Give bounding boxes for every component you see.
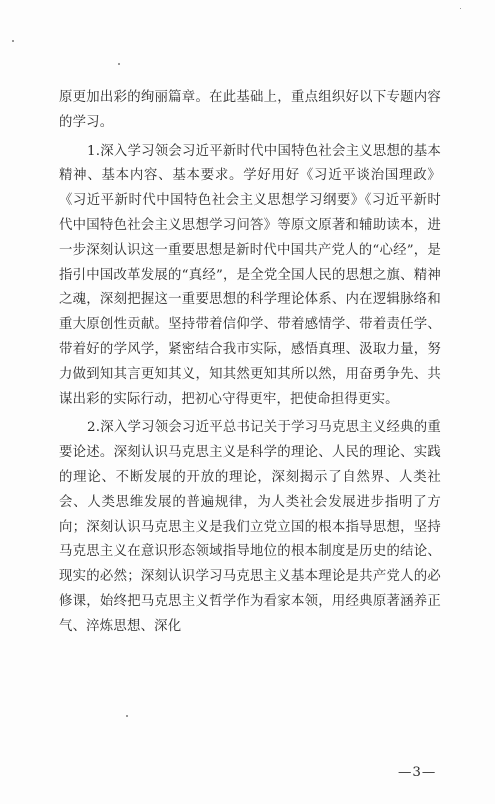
paragraph-item-1: 1.深入学习领会习近平新时代中国特色社会主义思想的基本精神、基本内容、基本要求。学好用好《习近平谈治国理政》《习近平新时代中国特色社会主义思想学习纲要》《习近平新时代中国特色社会主义思想学习问答》等原文原著和辅助读本，进一步深刻认识这一重要思想是新时代中国共产党人的“心经”，是指引中国改革发展的“真经”，是全党全国人民的思想之旗、精神之魂，深刻把握这一重要思想的科学理论体系、内在逻辑脉络和重大原创性贡献。坚持带着信仰学、带着感情学、带着责任学、带着好的学风学，紧密结合我市实际，感悟真理、汲取力量，努力做到知其言更知其义，知其然更知其所以然，用奋勇争先、共谋出彩的实际行动，把初心守得更牢，把使命担得更实。 bbox=[59, 143, 441, 407]
scan-speck bbox=[12, 40, 14, 42]
paragraph-item-2: 2.深入学习领会习近平总书记关于学习马克思主义经典的重要论述。深刻认识马克思主义是科学的理论、人民的理论、实践的理论、不断发展的开放的理论，深刻揭示了自然界、人类社会、人类思维发展的普遍规律，为人类社会发展进步指明了方向；深刻认识马克思主义是我们立党立国的根本指导思想，坚持马克思主义在意识形态领域指导地位的根本制度是历史的结论、现实的必然；深刻认识学习马克思主义基本理论是共产党人的必修课，始终把马克思主义哲学作为看家本领，用经典原著涵养正气、淬炼思想、深化 bbox=[59, 420, 441, 634]
paragraph-continuation: 原更加出彩的绚丽篇章。在此基础上，重点组织好以下专题内容的学习。 bbox=[59, 90, 441, 130]
scan-speck bbox=[126, 715, 128, 717]
page-number: —3— bbox=[398, 765, 437, 780]
scan-speck bbox=[118, 63, 120, 65]
scan-speck bbox=[460, 8, 461, 9]
document-body bbox=[59, 86, 441, 640]
